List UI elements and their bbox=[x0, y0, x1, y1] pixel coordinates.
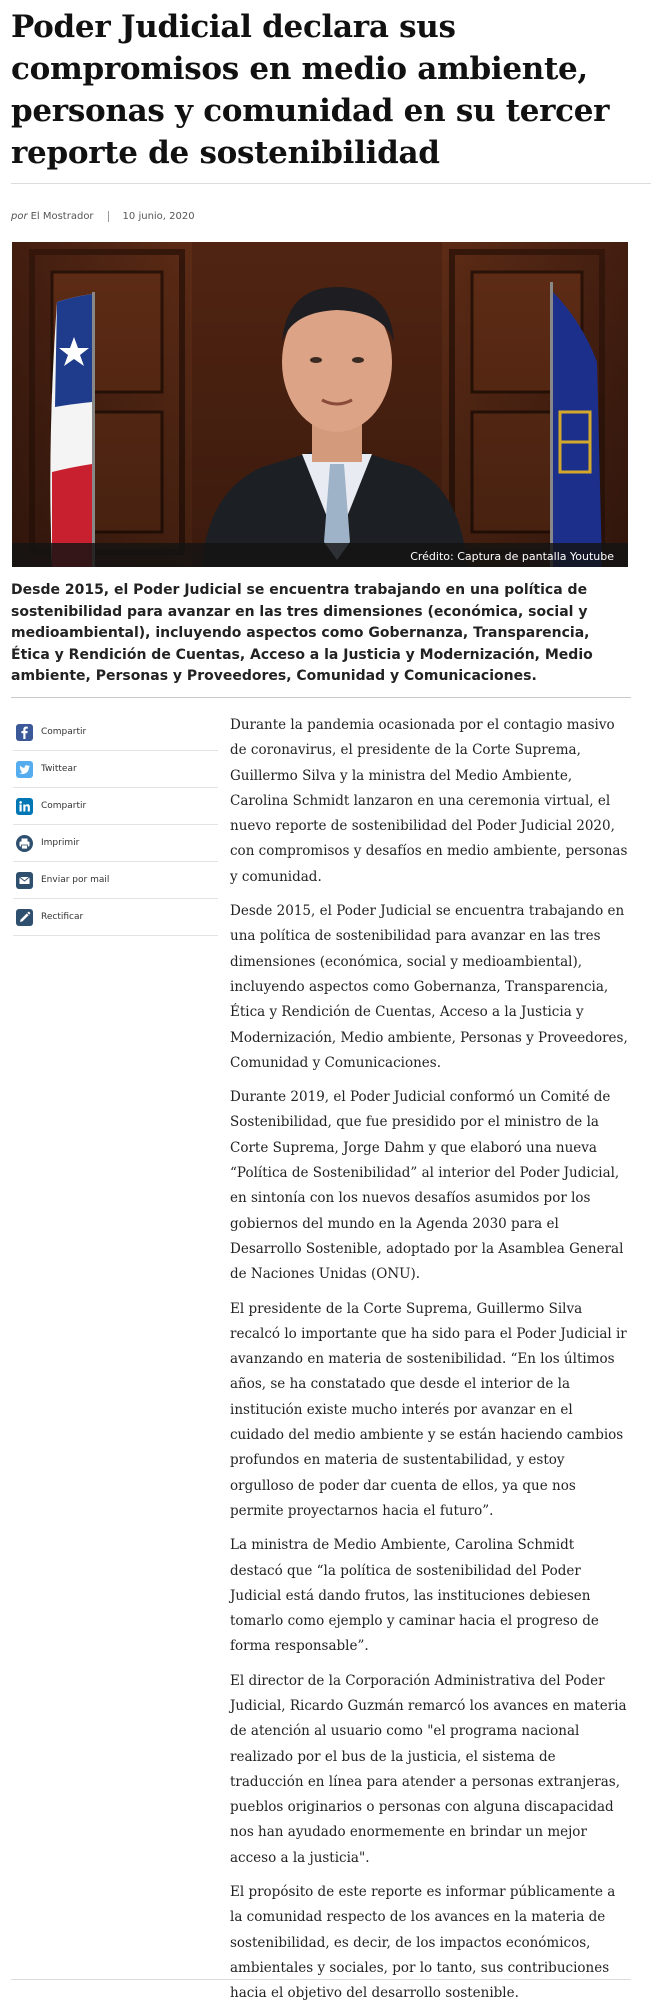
image-credit: Crédito: Captura de pantalla Youtube bbox=[410, 550, 614, 563]
share-label: Compartir bbox=[41, 727, 87, 737]
article-headline: Poder Judicial declara sus compromisos en medio ambiente, personas y comunidad en su tercer reporte de sostenibilidad bbox=[11, 9, 610, 171]
share-label: Twittear bbox=[41, 764, 77, 774]
share-label: Compartir bbox=[41, 801, 87, 811]
share-linkedin-button[interactable] bbox=[13, 788, 218, 825]
body-paragraph: El presidente de la Corte Suprema, Guillermo Silva recalcó lo importante que ha sido para el Poder Judicial ir avanzando en materia de sostenibilidad. “En los últimos años, se ha constatado que desde el interior de la institución existe mucho interés por avanzar en el cuidado del medio ambiente y se están haciendo cambios profundos en materia de sustentabilidad, y estoy orgulloso de poder dar cuenta de ellos, ya que nos permite proyectarnos hacia el futuro”. bbox=[230, 1300, 627, 1519]
share-facebook-button[interactable] bbox=[13, 714, 218, 751]
linkedin-icon bbox=[16, 798, 33, 815]
divider bbox=[11, 183, 651, 184]
article-lead: Desde 2015, el Poder Judicial se encuentra trabajando en una política de sostenibilidad para avanzar en las tres dimensiones (económica, social y medioambiental), incluyendo aspectos como Gobernanza, Transparencia, Ética y Rendición de Cuentas, Acceso a la Justicia y Modernización, Medio ambiente, Personas y Proveedores, Comunidad y Comunicaciones. bbox=[11, 582, 593, 685]
body-paragraph: Durante la pandemia ocasionada por el contagio masivo de coronavirus, el presidente de la Corte Suprema, Guillermo Silva y la ministra del Medio Ambiente, Carolina Schmidt lanzaron en una ceremonia virtual, el nuevo reporte de sostenibilidad del Poder Judicial 2020, con compromisos y desafíos en medio ambiente, personas y comunidad. bbox=[230, 717, 628, 885]
print-icon bbox=[16, 835, 33, 852]
divider bbox=[11, 697, 631, 698]
body-paragraph: Desde 2015, el Poder Judicial se encuentra trabajando en una política de sostenibilidad para avanzar en las tres dimensiones (económica, social y medioambiental), incluyendo aspectos como Gobernanza, Transparencia, Ética y Rendición de Cuentas, Acceso a la Justicia y Modernización, Medio ambiente, Personas y Proveedores, Comunidad y Comunicaciones. bbox=[230, 903, 628, 1071]
divider bbox=[11, 1979, 631, 1980]
article-photo bbox=[12, 242, 628, 567]
print-button[interactable] bbox=[13, 825, 218, 862]
share-label: Enviar por mail bbox=[41, 875, 110, 885]
facebook-icon bbox=[16, 724, 33, 741]
byline bbox=[11, 208, 195, 224]
author-link[interactable]: El Mostrador bbox=[30, 210, 94, 222]
share-twitter-button[interactable] bbox=[13, 751, 218, 788]
share-label: Rectificar bbox=[41, 912, 84, 922]
share-bar bbox=[13, 714, 218, 936]
byline-prefix: por bbox=[11, 210, 28, 222]
rectify-button[interactable] bbox=[13, 899, 218, 936]
byline-separator bbox=[108, 211, 109, 222]
article-body bbox=[230, 713, 630, 2002]
article-image bbox=[12, 242, 628, 567]
body-paragraph: El director de la Corporación Administrativa del Poder Judicial, Ricardo Guzmán remarcó los avances en materia de atención al usuario como "el programa nacional realizado por el bus de la justicia, el sistema de traducción en línea para atender a personas extranjeras, pueblos originarios o personas con alguna discapacidad nos han ayudado enormemente en brindar un mejor acceso a la justicia". bbox=[230, 1672, 627, 1866]
body-paragraph: Durante 2019, el Poder Judicial conformó un Comité de Sostenibilidad, que fue presidido por el ministro de la Corte Suprema, Jorge Dahm y que elaboró una nueva “Política de Sostenibilidad” al interior del Poder Judicial, en sintonía con los nuevos desafíos asumidos por los gobiernos del mundo en la Agenda 2030 para el Desarrollo Sostenible, adoptado por la Asamblea General de Naciones Unidas (ONU). bbox=[230, 1089, 624, 1283]
twitter-icon bbox=[16, 761, 33, 778]
email-button[interactable] bbox=[13, 862, 218, 899]
body-paragraph: La ministra de Medio Ambiente, Carolina Schmidt destacó que “la política de sostenibilidad del Poder Judicial está dando frutos, las instituciones debiesen tomarlo como ejemplo y caminar hacia el progreso de forma responsable”. bbox=[230, 1537, 599, 1655]
pencil-icon bbox=[16, 909, 33, 926]
body-paragraph: El propósito de este reporte es informar públicamente a la comunidad respecto de los avances en la materia de sostenibilidad, es decir, de los impactos económicos, ambientales y sociales, por lo tanto, sus contribuciones hacia el objetivo del desarrollo sostenible. bbox=[230, 1884, 616, 2002]
share-label: Imprimir bbox=[41, 838, 80, 848]
mail-icon bbox=[16, 872, 33, 889]
publish-date: 10 junio, 2020 bbox=[122, 210, 195, 222]
